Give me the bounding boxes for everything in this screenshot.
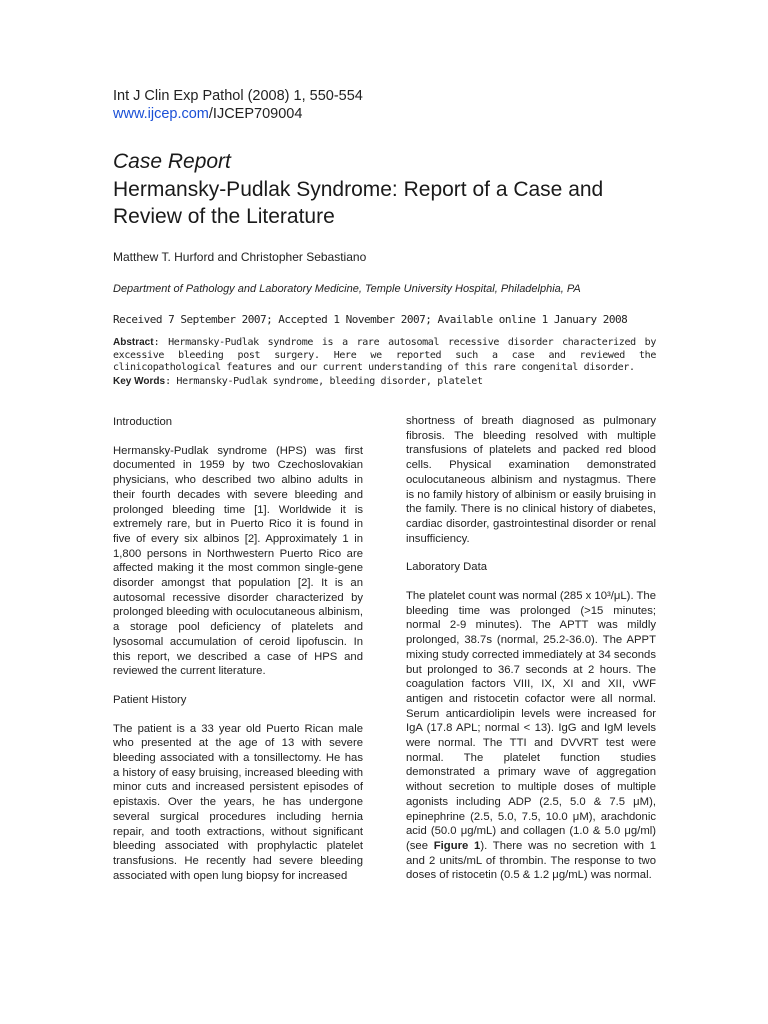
abstract — [113, 337, 656, 375]
abstract-text: : Hermansky-Pudlak syndrome is a rare autosomal recessive disorder characterized by excessive bleeding post surgery. Here we reported such a case and reviewed the clinicopathological features and our current understanding of this rare congenital disorder. — [113, 337, 656, 373]
laboratory-data-heading: Laboratory Data — [406, 561, 488, 574]
authors: Matthew T. Hurford and Christopher Sebastiano — [113, 250, 367, 264]
article-title: Hermansky-Pudlak Syndrome: Report of a Case and Review of the Literature — [113, 178, 604, 228]
patient-history-paragraph: The patient is a 33 year old Puerto Rican male who presented at the age of 13 with severe bleeding associated with a tonsillectomy. He has a history of easy bruising, increased bleeding with minor cuts and increased persistent episodes of epistaxis. Over the years, he has undergone several surgical procedures including hernia repair, and tooth extractions, without significant bleeding associated with prophylactic platelet transfusions. He recently had severe bleeding associated with open lung biopsy for increased — [113, 722, 363, 882]
article-dates: Received 7 September 2007; Accepted 1 November 2007; Available online 1 January 2008 — [113, 313, 628, 326]
laboratory-data-paragraph — [406, 589, 656, 883]
journal-citation: Int J Clin Exp Pathol (2008) 1, 550-554 — [113, 88, 363, 104]
introduction-heading: Introduction — [113, 416, 173, 428]
right-column — [406, 414, 656, 883]
journal-url — [113, 106, 302, 122]
keywords-label: Key Words — [113, 376, 166, 387]
affiliation: Department of Pathology and Laboratory Medicine, Temple University Hospital, Philadelphia, PA — [113, 283, 581, 295]
patient-history-heading: Patient History — [113, 693, 187, 706]
keywords — [113, 376, 483, 387]
lab-text-part2: ). There was no secretion with 1 and 2 units/mL of thrombin. The response to two doses of ristocetin (0.5 & 1.2 μg/mL) was normal. — [406, 839, 656, 882]
article-type: Case Report — [113, 150, 231, 173]
keywords-text: : Hermansky-Pudlak syndrome, bleeding disorder, platelet — [165, 376, 483, 387]
journal-website-link[interactable]: www.ijcep.com — [113, 106, 209, 122]
patient-history-continued: shortness of breath diagnosed as pulmonary fibrosis. The bleeding resolved with multiple transfusions of platelets and packed red blood cells. Physical examination demonstrated oculocutaneous albinism and nystagmus. There is no family history of albinism or easily bruising in the family. There is no clinical history of diabetes, cardiac disorder, gastrointestinal disorder or renal insufficiency. — [406, 415, 656, 545]
left-column — [113, 415, 363, 883]
lab-text-part1: The platelet count was normal (285 x 10³/μL). The bleeding time was prolonged (>15 minutes; normal 2-9 minutes). The APTT was mildly prolonged, 38.7s (normal, 25.2-36.0). The APPT mixing study corrected immediately at 34 seconds but prolonged to 36.7 seconds at 2 hours. The coagulation factors VIII, IX, XI and XII, vWF antigen and ristocetin cofactor were all normal. Serum anticardiolipin levels were increased for IgA (17.8 APL; normal < 13). IgG and IgM levels were normal. The TTI and DVVRT test were normal. The platelet function studies demonstrated a primary wave of aggregation without secretion to multiple doses of multiple agonists including ADP (2.5, 5.0 & 7.5 μM), epinephrine (2.5, 5.0, 7.5, 10.0 μM), arachdonic acid (50.0 μg/mL) and collagen (1.0 & 5.0 μg/ml) (see — [406, 590, 656, 852]
figure-1-reference[interactable]: Figure 1 — [433, 839, 481, 852]
abstract-label: Abstract — [113, 337, 154, 348]
introduction-paragraph: Hermansky-Pudlak syndrome (HPS) was first documented in 1959 by two Czechoslovakian physicians, who described two albino adults in their fourth decades with severe bleeding and prolonged bleeding time [1]. Worldwide it is extremely rare, but in Puerto Rico it is found in five of every six albinos [2]. Approximately 1 in 1,800 persons in Northwestern Puerto Rico are affected making it the most common single-gene disorder amongst that population [2]. It is an autosomal recessive disorder characterized by prolonged bleeding with oculocutaneous albinism, a storage pool deficiency of platelets and lysosomal accumulation of ceroid lipofuscin. In this report, we described a case of HPS and reviewed the current literature. — [113, 444, 363, 678]
article-id: /IJCEP709004 — [208, 106, 303, 122]
